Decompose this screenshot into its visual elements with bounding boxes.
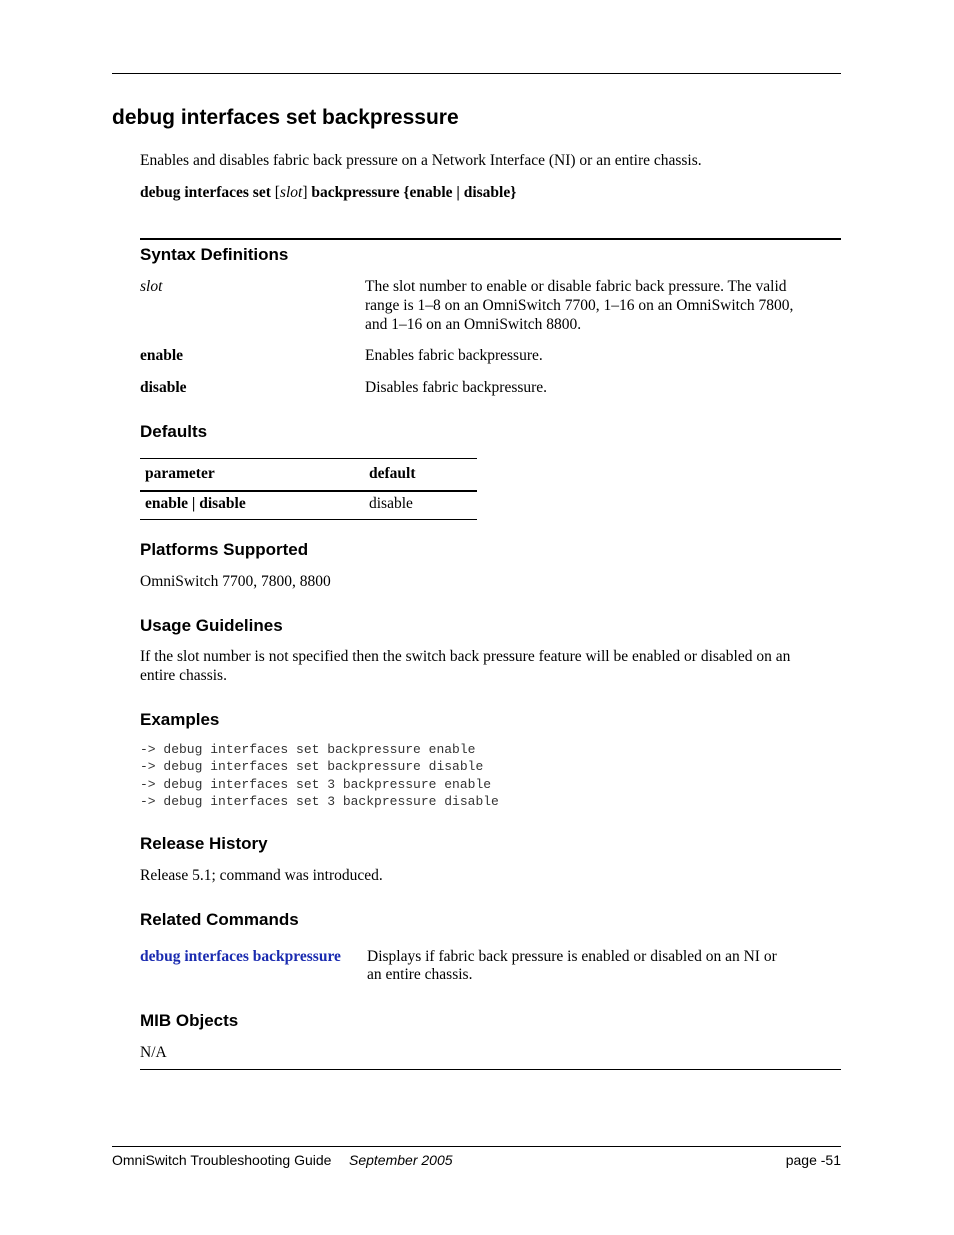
syntax-def-enable: Enables fabric backpressure. (365, 347, 543, 364)
defaults-heading: Defaults (140, 422, 208, 441)
syntax-options: backpressure {enable | disable} (311, 184, 517, 201)
related-description-line2: an entire chassis. (367, 966, 473, 983)
section-rule (140, 238, 841, 240)
examples-heading: Examples (140, 710, 220, 729)
example-line-4: -> debug interfaces set 3 backpressure disable (140, 794, 499, 809)
mib-text: N/A (140, 1044, 167, 1061)
release-heading: Release History (140, 834, 268, 853)
example-line-2: -> debug interfaces set backpressure disable (140, 759, 484, 774)
example-line-1: -> debug interfaces set backpressure enable (140, 742, 476, 757)
command-description: Enables and disables fabric back pressure on a Network Interface (NI) or an entire chassis. (140, 152, 702, 169)
defaults-table-top-rule (140, 458, 477, 459)
syntax-def-slot-line1: The slot number to enable or disable fabric back pressure. The valid (365, 278, 787, 295)
defaults-col-default: default (369, 465, 416, 482)
release-text: Release 5.1; command was introduced. (140, 867, 383, 884)
syntax-def-slot-line2: range is 1–8 on an OmniSwitch 7700, 1–16 on an OmniSwitch 7800, (365, 297, 794, 314)
command-syntax (140, 183, 516, 202)
syntax-command: debug interfaces set (140, 184, 271, 201)
defaults-table-bottom-rule (140, 519, 477, 520)
syntax-term-disable: disable (140, 379, 187, 396)
syntax-definitions-heading: Syntax Definitions (140, 245, 289, 264)
footer-guide-title: OmniSwitch Troubleshooting Guide (112, 1152, 332, 1168)
section-end-rule (140, 1069, 841, 1070)
platforms-text: OmniSwitch 7700, 7800, 8800 (140, 573, 331, 590)
top-rule (112, 73, 841, 74)
page-title: debug interfaces set backpressure (112, 106, 459, 129)
related-heading: Related Commands (140, 910, 299, 929)
related-command-link[interactable]: debug interfaces backpressure (140, 948, 341, 965)
footer-date: September 2005 (349, 1152, 453, 1168)
syntax-slot: slot (279, 184, 303, 201)
mib-heading: MIB Objects (140, 1011, 239, 1030)
usage-text-line2: entire chassis. (140, 667, 227, 684)
footer-rule (112, 1146, 841, 1147)
related-description-line1: Displays if fabric back pressure is enabled or disabled on an NI or (367, 948, 777, 965)
syntax-def-slot-line3: and 1–16 on an OmniSwitch 8800. (365, 316, 582, 333)
defaults-table-header-rule (140, 490, 477, 492)
syntax-term-slot: slot (140, 278, 163, 295)
syntax-term-enable: enable (140, 347, 184, 364)
platforms-heading: Platforms Supported (140, 540, 309, 559)
syntax-bracket-close: ] (302, 184, 312, 201)
syntax-def-disable: Disables fabric backpressure. (365, 379, 548, 396)
footer-page-number: page -51 (785, 1152, 841, 1168)
defaults-col-parameter: parameter (145, 465, 215, 482)
usage-text-line1: If the slot number is not specified then the switch back pressure feature will be enabled or disabled on an (140, 648, 791, 665)
example-line-3: -> debug interfaces set 3 backpressure enable (140, 777, 492, 792)
defaults-row-parameter: enable | disable (145, 495, 246, 512)
usage-heading: Usage Guidelines (140, 616, 283, 635)
syntax-bracket-open: [ (270, 184, 280, 201)
defaults-row-default: disable (369, 495, 413, 512)
